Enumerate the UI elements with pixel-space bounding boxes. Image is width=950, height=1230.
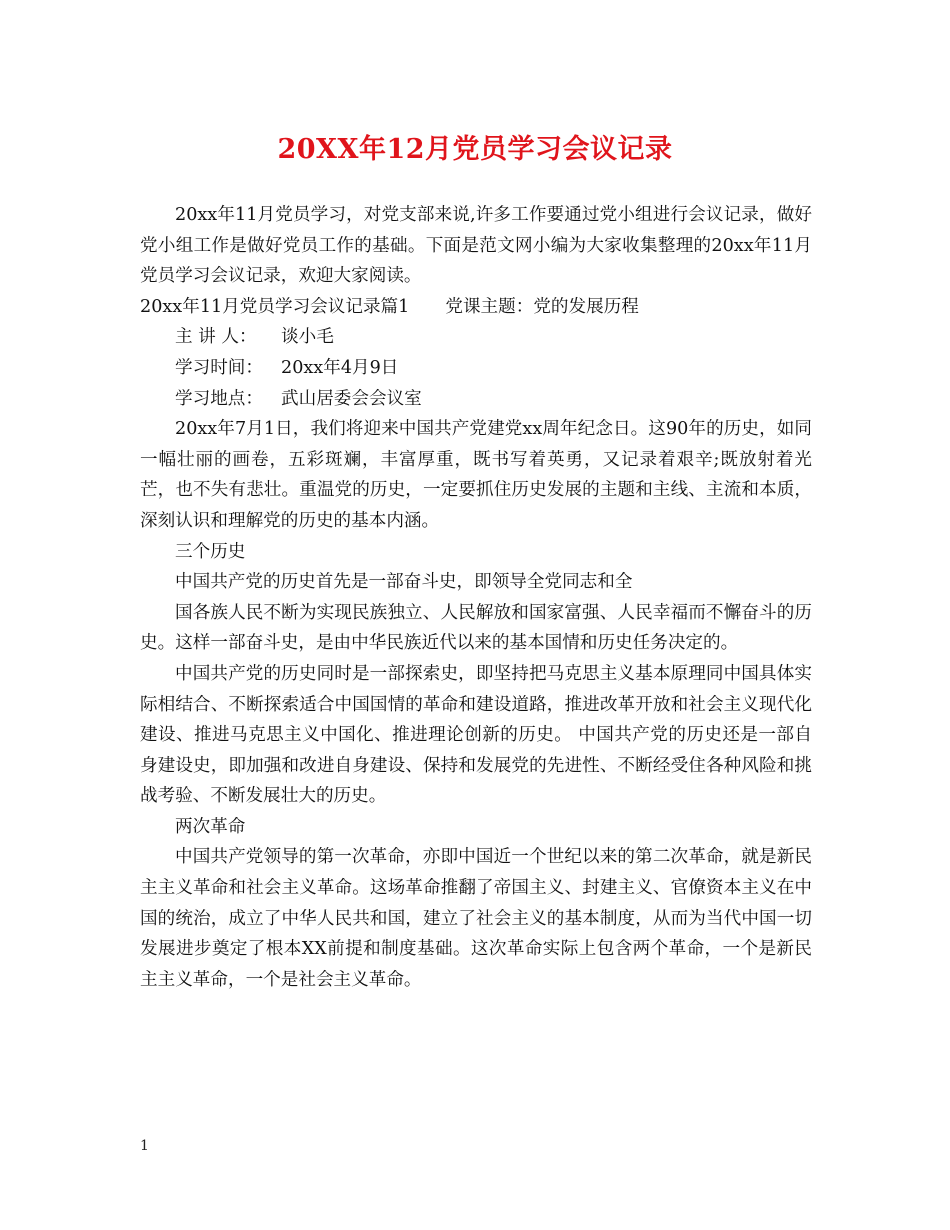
intro-paragraph: 20xx年11月党员学习，对党支部来说,许多工作要通过党小组进行会议记录，做好党小组工作是做好党员工作的基础。下面是范文网小编为大家收集整理的20xx年11月党员学习会议记录，欢迎大家阅读。	[140, 205, 812, 287]
speaker-line	[140, 322, 812, 353]
struggle-paragraph-continued: 国各族人民不断为实现民族独立、人民解放和国家富强、人民幸福而不懈奋斗的历史。这样一部奋斗史，是由中华民族近代以来的基本国情和历史任务决定的。	[140, 602, 812, 654]
study-place-line	[140, 384, 812, 415]
section-heading-line	[140, 292, 812, 323]
anniversary-paragraph: 20xx年7月1日，我们将迎来中国共产党建党xx周年纪念日。这90年的历史，如同一幅壮丽的画卷，五彩斑斓，丰富厚重，既书写着英勇，又记录着艰辛;既放射着光芒，也不失有悲壮。重温党的历史，一定要抓住历史发展的主题和主线、主流和本质，深刻认识和理解党的历史的基本内涵。	[140, 419, 812, 531]
study-time-label: 学习时间：	[175, 357, 263, 378]
speaker-label: 主 讲 人：	[175, 327, 257, 348]
revolution-paragraph: 中国共产党领导的第一次革命，亦即中国近一个世纪以来的第二次革命，就是新民主主义革命和社会主义革命。这场革命推翻了帝国主义、封建主义、官僚资本主义在中国的统治，成立了中华人民共和国，建立了社会主义的基本制度，从而为当代中国一切发展进步奠定了根本XX前提和制度基础。这次革命实际上包含两个革命，一个是新民主主义革命，一个是社会主义革命。	[140, 847, 812, 990]
study-place-label: 学习地点：	[175, 388, 263, 409]
study-time-value: 20xx年4月9日	[281, 357, 399, 378]
exploration-paragraph: 中国共产党的历史同时是一部探索史，即坚持把马克思主义基本原理同中国具体实际相结合、不断探索适合中国国情的革命和建设道路，推进改革开放和社会主义现代化建设、推进马克思主义中国化、推进理论创新的历史。 中国共产党的历史还是一部自身建设史，即加强和改进自身建设、保持和发展党的先进性、不断经受住各种风险和挑战考验、不断发展壮大的历史。	[140, 663, 812, 807]
heading-three-histories: 三个历史	[175, 541, 246, 562]
struggle-paragraph-line: 中国共产党的历史首先是一部奋斗史，即领导全党同志和全	[175, 572, 633, 593]
speaker-value: 谈小毛	[281, 327, 334, 348]
lecture-topic: 党课主题：党的发展历程	[445, 296, 639, 317]
document-body	[140, 200, 812, 995]
page-number: 1	[140, 1138, 149, 1154]
section-heading: 20xx年11月党员学习会议记录篇1	[140, 296, 410, 317]
document-title: 20XX年12月党员学习会议记录	[277, 134, 673, 165]
study-place-value: 武山居委会会议室	[281, 388, 422, 409]
heading-two-revolutions: 两次革命	[175, 816, 246, 837]
study-time-line	[140, 353, 812, 384]
